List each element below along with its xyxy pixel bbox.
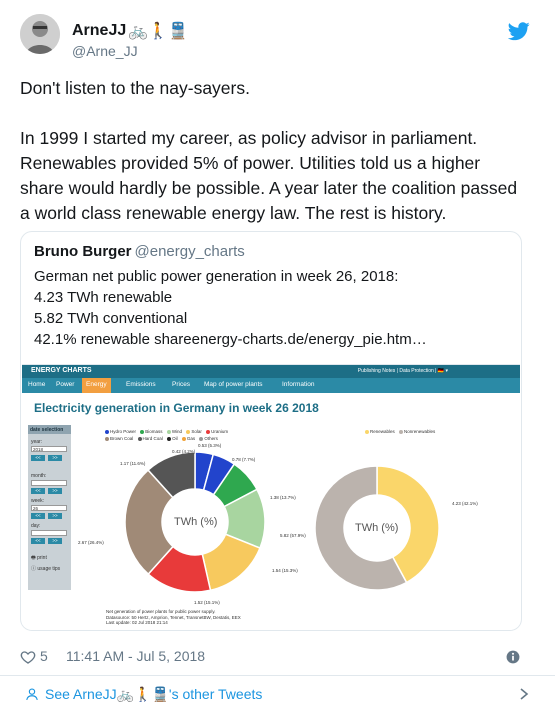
tweet-header: [20, 14, 540, 64]
legend-label: Hydro Power: [110, 429, 137, 434]
energy-charts-screenshot[interactable]: [22, 364, 520, 631]
footnote-line: Last update: 02 Jul 2018 21:14: [106, 620, 168, 625]
pie-slice-label: 0.53 (5.3%): [198, 443, 222, 448]
legend-label: Oil: [172, 436, 178, 441]
see-suffix: 's other Tweets: [168, 686, 263, 702]
legend-label: Hard Coal: [142, 436, 163, 441]
legend-label: Solar: [191, 429, 202, 434]
ec-nav-item: Information: [282, 381, 315, 388]
legend-dot: [182, 437, 186, 441]
quote-author-handle: @energy_charts: [134, 243, 245, 260]
ec-print-link: 🖶 print: [31, 555, 47, 561]
ec-week-select: 26: [31, 505, 67, 511]
ec-week-label: week:: [31, 498, 45, 504]
author-handle[interactable]: @Arne_JJ: [72, 43, 138, 59]
pie-slice-label: 0.42 (4.2%): [172, 449, 196, 454]
ec-date-selection: [28, 425, 71, 590]
legend-label: Gas: [186, 436, 196, 441]
quote-author: [34, 243, 245, 260]
pie-center-label: TWh (%): [174, 516, 218, 528]
legend-dot: [140, 430, 144, 434]
ec-nav-item: Power: [56, 381, 75, 388]
pie-slice-label: 0.78 (7.7%): [232, 457, 256, 462]
ec-usage-text: usage tips: [37, 566, 61, 572]
footnote-line: Datasource: 50 Hertz, Amprion, Tennet, TransnetBW, Destatis, EEX: [106, 614, 241, 620]
ec-sidebar-header: date selection: [28, 425, 71, 434]
see-emoji: 🚲🚶🚆: [116, 686, 169, 702]
see-prefix: See ArneJJ: [45, 686, 117, 702]
twitter-bird-icon[interactable]: [508, 20, 530, 42]
ec-next-button: >>: [48, 513, 62, 519]
ec-nav: [22, 378, 520, 393]
ec-day-select: [31, 530, 67, 536]
ec-month-select: [31, 480, 67, 486]
ec-nav-item: Home: [28, 381, 46, 388]
legend-label: Others: [204, 436, 218, 441]
quote-line: 5.82 TWh conventional: [34, 310, 188, 327]
ec-prev-button: <<: [31, 513, 45, 519]
quote-line: German net public power generation in week 26, 2018:: [34, 268, 399, 285]
author-emoji: 🚲🚶🚆: [128, 23, 189, 40]
ec-legend-row: [102, 436, 218, 441]
ec-month-label: month:: [31, 473, 47, 479]
avatar[interactable]: [20, 14, 60, 54]
pie-slice-label: 2.67 (26.4%): [78, 540, 104, 545]
see-other-tweets[interactable]: [20, 683, 540, 703]
ec-next-button: >>: [48, 455, 62, 461]
ec-nav-item: Prices: [172, 381, 191, 388]
pie-center-label: TWh (%): [355, 522, 399, 534]
legend-label: Biomass: [145, 429, 163, 434]
legend-label: Uranium: [211, 429, 229, 434]
legend-label: Wind: [171, 429, 183, 434]
ec-nav-item-selected: Energy: [82, 378, 111, 393]
ec-topbar: [22, 365, 520, 378]
legend-label: Renewables: [370, 429, 395, 434]
heart-icon[interactable]: [20, 649, 36, 665]
ec-footnote: [106, 609, 326, 626]
legend-dot: [105, 437, 109, 441]
ec-prev-button: <<: [31, 488, 45, 494]
pie-slice-label: 4.23 (42.1%): [452, 501, 478, 506]
info-icon[interactable]: [506, 650, 520, 664]
ec-day-label: day:: [31, 523, 41, 529]
footnote-line: Net generation of power plants for public power supply.: [106, 609, 216, 614]
tweet-line: Renewables provided 5% of power. Utilities told us a higher: [20, 153, 481, 173]
pie-slice-label: 1.17 (11.6%): [120, 461, 146, 466]
legend-dot: [206, 430, 210, 434]
quote-text: [34, 266, 514, 350]
tweet-line: a world class renewable energy law. The rest is history.: [20, 203, 447, 223]
legend-dot: [186, 430, 190, 434]
author-name-text: ArneJJ: [72, 22, 127, 40]
pie-slice-label: 1.38 (13.7%): [270, 495, 296, 500]
legend-dot: [199, 437, 203, 441]
ec-print-text: print: [37, 555, 47, 561]
pie-slice-label: 5.82 (57.9%): [280, 533, 306, 538]
ec-top-links: Publishing Notes | Data Protection | 🇩🇪 ▾: [357, 368, 448, 374]
ec-next-button: >>: [48, 488, 62, 494]
see-other-tweets-link[interactable]: [45, 686, 262, 703]
tweet-meta: [20, 648, 530, 666]
legend-dot: [365, 430, 369, 434]
tweet-line: share would hardly be possible. A year later the coalition passed: [20, 178, 518, 198]
ec-chart-title: Electricity generation in Germany in week 26 2018: [34, 401, 319, 415]
person-icon: [25, 687, 39, 701]
legend-dot: [399, 430, 403, 434]
like-count[interactable]: 5: [40, 648, 48, 664]
ec-brand: ENERGY CHARTS: [31, 367, 92, 374]
legend-label: Nonrenewables: [404, 429, 436, 434]
ec-prev-button: <<: [31, 455, 45, 461]
ec-year-label: year:: [31, 439, 43, 445]
ec-next-button: >>: [48, 538, 62, 544]
legend-label: Brown Coal: [110, 436, 134, 441]
chevron-right-icon[interactable]: [518, 687, 530, 701]
ec-legend-row: [102, 429, 228, 434]
legend-dot: [138, 437, 142, 441]
author-name[interactable]: [72, 21, 188, 41]
tweet-line: In 1999 I started my career, as policy advisor in parliament.: [20, 128, 478, 148]
ec-year-select: 2018: [31, 446, 67, 452]
ec-prev-button: <<: [31, 538, 45, 544]
quote-line[interactable]: 42.1% renewable shareenergy-charts.de/energy_pie.htm…: [34, 331, 427, 348]
ec-nav-item: Map of power plants: [204, 381, 263, 388]
ec-nav-item: Emissions: [126, 381, 156, 388]
tweet-paragraph: Don't listen to the nay-sayers.: [20, 78, 250, 98]
quoted-tweet[interactable]: [20, 231, 522, 631]
quote-author-name: Bruno Burger: [34, 243, 132, 260]
legend-dot: [105, 430, 109, 434]
pie-slice-label: 1.52 (15.1%): [194, 600, 220, 605]
ec-legend-right: [362, 429, 435, 434]
tweet-text: [20, 76, 530, 226]
legend-dot: [167, 430, 171, 434]
pie-slice-label: 1.54 (15.3%): [272, 568, 298, 573]
divider: [0, 675, 555, 676]
tweet-timestamp[interactable]: 11:41 AM - Jul 5, 2018: [66, 648, 206, 664]
ec-usage-link: ⓘ usage tips: [31, 566, 61, 572]
quote-line: 4.23 TWh renewable: [34, 289, 173, 306]
legend-dot: [167, 437, 171, 441]
